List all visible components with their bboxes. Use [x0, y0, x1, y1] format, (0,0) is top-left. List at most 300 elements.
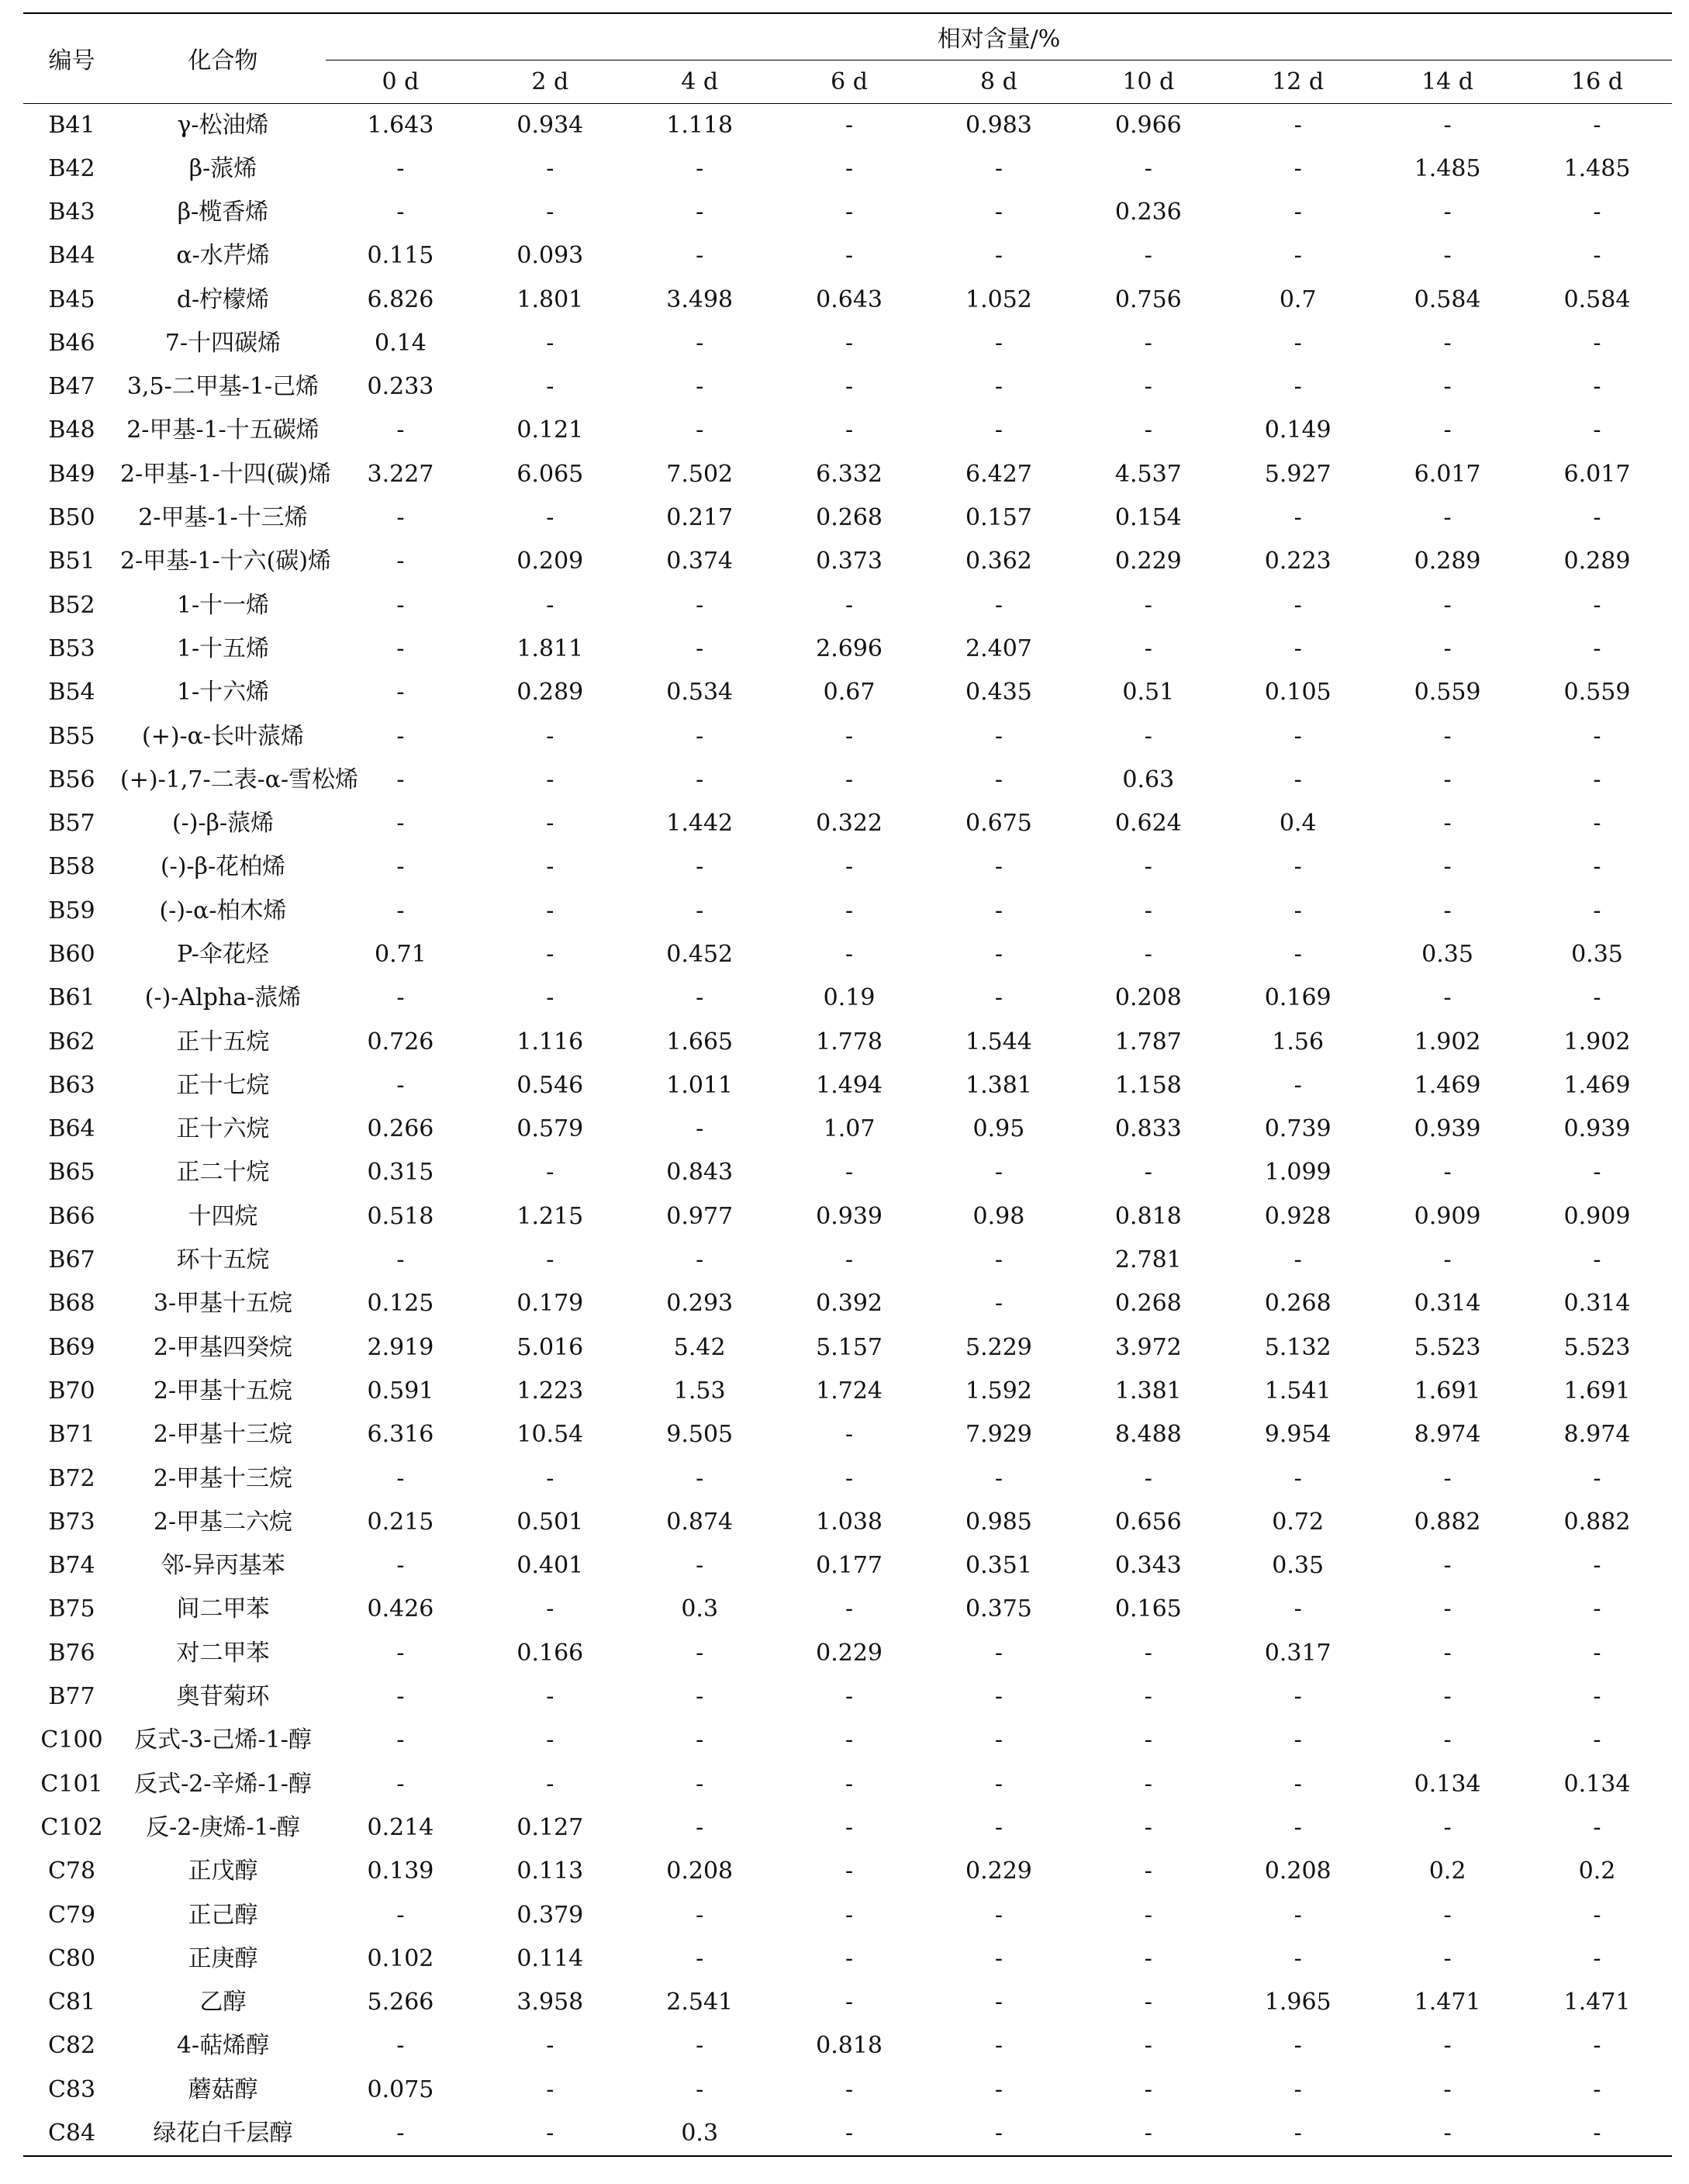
value-cell: 0.739: [1264, 1115, 1332, 1143]
value-cell: -: [696, 1770, 704, 1798]
value-cell: -: [844, 1726, 854, 1754]
value-cell: 5.229: [965, 1333, 1032, 1361]
value-cell: 0.177: [816, 1552, 882, 1580]
compound-id: B65: [48, 1159, 95, 1187]
value-cell: 0.656: [1114, 1508, 1182, 1536]
value-cell: -: [546, 765, 554, 793]
compound-id: B71: [48, 1421, 95, 1449]
header-day: 16 d: [1571, 67, 1623, 95]
header-day: 6 d: [831, 67, 868, 95]
value-cell: 1.965: [1264, 1989, 1332, 2016]
compound-name: 2-甲基四癸烷: [153, 1333, 293, 1361]
value-cell: -: [546, 1683, 554, 1711]
compound-id: B50: [48, 504, 95, 532]
value-cell: -: [396, 1639, 405, 1667]
value-cell: -: [1443, 416, 1452, 444]
value-cell: -: [696, 154, 704, 182]
value-cell: -: [696, 2075, 704, 2103]
value-cell: -: [1144, 2119, 1152, 2147]
value-cell: -: [696, 242, 704, 270]
compound-id: B43: [48, 198, 95, 226]
value-cell: -: [396, 591, 405, 619]
value-cell: 0.71: [375, 940, 427, 968]
compound-id: B59: [48, 897, 95, 924]
value-cell: -: [546, 897, 554, 924]
compound-id: B46: [48, 329, 95, 357]
value-cell: 1.469: [1563, 1071, 1631, 1099]
value-cell: 0.115: [367, 242, 434, 270]
value-cell: 0.4: [1279, 810, 1317, 838]
value-cell: -: [1443, 897, 1452, 924]
header-day: 0 d: [382, 67, 420, 95]
table-row: [23, 496, 1672, 540]
value-cell: 0.229: [965, 1857, 1032, 1885]
value-cell: -: [1443, 634, 1452, 662]
table-row: [23, 540, 1672, 583]
value-cell: -: [1593, 1683, 1601, 1711]
value-cell: -: [994, 416, 1003, 444]
value-cell: -: [1294, 1595, 1302, 1623]
compound-name: 邻-异丙基苯: [161, 1552, 285, 1580]
compound-name: 反-2-庚烯-1-醇: [146, 1813, 300, 1841]
value-cell: 0.72: [1272, 1508, 1325, 1536]
compound-id: C82: [47, 2032, 96, 2060]
value-cell: 10.54: [516, 1421, 584, 1449]
compound-id: B52: [48, 591, 95, 619]
value-cell: 0.579: [516, 1115, 584, 1143]
value-cell: 0.315: [367, 1159, 434, 1187]
value-cell: -: [546, 2119, 554, 2147]
value-cell: -: [1593, 591, 1601, 619]
value-cell: -: [1593, 416, 1601, 444]
compound-id: C100: [40, 1726, 103, 1754]
value-cell: 5.42: [673, 1333, 726, 1361]
value-cell: 0.977: [666, 1202, 734, 1230]
table-row: [23, 845, 1672, 889]
value-cell: 4.537: [1114, 460, 1182, 488]
value-cell: -: [546, 810, 554, 838]
value-cell: -: [696, 1464, 704, 1492]
table-row: [23, 1588, 1672, 1631]
table-row: [23, 453, 1672, 496]
value-cell: -: [1294, 242, 1302, 270]
value-cell: -: [1144, 940, 1152, 968]
value-cell: -: [1593, 1552, 1601, 1580]
header-day: 2 d: [531, 67, 569, 95]
table-row: [23, 278, 1672, 321]
value-cell: 5.266: [367, 1989, 434, 2016]
value-cell: -: [1443, 373, 1452, 401]
value-cell: 0.125: [367, 1290, 434, 1318]
value-cell: -: [696, 1115, 704, 1143]
value-cell: -: [1593, 2032, 1601, 2060]
value-cell: -: [1593, 765, 1601, 793]
value-cell: -: [1593, 329, 1601, 357]
value-cell: 0.209: [516, 548, 584, 575]
value-cell: 1.801: [516, 285, 584, 313]
compound-name: β-榄香烯: [177, 198, 269, 226]
table-row: [23, 1239, 1672, 1282]
value-cell: -: [1593, 1639, 1601, 1667]
value-cell: -: [1144, 853, 1152, 881]
table-row: [23, 1413, 1672, 1457]
value-cell: -: [396, 810, 405, 838]
compound-id: B72: [48, 1464, 95, 1492]
compound-name: 奥苷菊环: [176, 1683, 270, 1711]
value-cell: 0.268: [1264, 1290, 1332, 1318]
value-cell: 0.939: [1563, 1115, 1631, 1143]
value-cell: -: [1593, 111, 1601, 139]
header-day: 8 d: [980, 67, 1017, 95]
table-row: [23, 1762, 1672, 1806]
compound-name: 乙醇: [199, 1989, 247, 2016]
value-cell: -: [994, 1901, 1003, 1929]
value-cell: -: [1294, 2032, 1302, 2060]
value-cell: -: [844, 198, 854, 226]
value-cell: -: [1294, 2119, 1302, 2147]
value-cell: 0.289: [1414, 548, 1481, 575]
compound-name: (+)-1,7-二表-α-雪松烯: [120, 765, 359, 793]
value-cell: 1.592: [965, 1377, 1032, 1405]
value-cell: -: [696, 1639, 704, 1667]
compound-name: 对二甲苯: [176, 1639, 270, 1667]
compound-id: B75: [48, 1595, 95, 1623]
value-cell: -: [844, 1857, 854, 1885]
value-cell: 0.939: [816, 1202, 882, 1230]
value-cell: 1.778: [816, 1028, 882, 1056]
value-cell: 0.208: [666, 1857, 734, 1885]
value-cell: -: [1593, 1726, 1601, 1754]
value-cell: -: [396, 1246, 405, 1274]
value-cell: -: [1593, 1944, 1601, 1972]
compound-id: C84: [47, 2119, 96, 2147]
value-cell: -: [546, 1770, 554, 1798]
compound-name: 正二十烷: [176, 1159, 270, 1187]
table-row: [23, 191, 1672, 234]
value-cell: 0.102: [367, 1944, 434, 1972]
compound-id: B70: [48, 1377, 95, 1405]
compound-name: 正十六烷: [176, 1115, 270, 1143]
table-row: [23, 234, 1672, 278]
value-cell: -: [994, 591, 1003, 619]
value-cell: -: [1144, 591, 1152, 619]
value-cell: 1.442: [666, 810, 734, 838]
value-cell: 1.902: [1563, 1028, 1631, 1056]
value-cell: -: [1443, 1159, 1452, 1187]
value-cell: -: [1443, 1595, 1452, 1623]
value-cell: -: [994, 154, 1003, 182]
value-cell: -: [1294, 1464, 1302, 1492]
value-cell: 0.546: [516, 1071, 584, 1099]
value-cell: 0.435: [965, 679, 1032, 707]
value-cell: -: [1144, 722, 1152, 750]
value-cell: -: [1443, 198, 1452, 226]
value-cell: 0.882: [1563, 1508, 1631, 1536]
value-cell: 1.011: [666, 1071, 734, 1099]
header-relative-content: 相对含量/%: [326, 13, 1672, 60]
value-cell: 2.781: [1114, 1246, 1182, 1274]
value-cell: -: [1294, 1770, 1302, 1798]
value-cell: -: [1144, 1639, 1152, 1667]
value-cell: -: [1443, 1726, 1452, 1754]
value-cell: -: [994, 242, 1003, 270]
value-cell: -: [396, 897, 405, 924]
value-cell: 5.016: [516, 1333, 584, 1361]
value-cell: 8.488: [1114, 1421, 1182, 1449]
value-cell: -: [1443, 2119, 1452, 2147]
table-row: [23, 583, 1672, 627]
value-cell: -: [1593, 897, 1601, 924]
table-row: [23, 1020, 1672, 1063]
table-row: [23, 1282, 1672, 1325]
compound-id: C83: [47, 2075, 96, 2103]
value-cell: 1.099: [1264, 1159, 1332, 1187]
value-cell: 0.624: [1114, 810, 1182, 838]
value-cell: -: [396, 1683, 405, 1711]
compound-id: B56: [48, 765, 95, 793]
value-cell: -: [1144, 897, 1152, 924]
table-row: [23, 1195, 1672, 1239]
value-cell: -: [546, 1595, 554, 1623]
value-cell: 0.559: [1414, 679, 1481, 707]
value-cell: 1.494: [816, 1071, 882, 1099]
value-cell: -: [844, 591, 854, 619]
value-cell: 6.427: [965, 460, 1032, 488]
value-cell: -: [1144, 2075, 1152, 2103]
compound-name: 2-甲基-1-十四(碳)烯: [120, 460, 332, 488]
value-cell: -: [994, 722, 1003, 750]
value-cell: -: [1593, 853, 1601, 881]
table-body: [23, 103, 1672, 2156]
value-cell: -: [1443, 111, 1452, 139]
value-cell: 0.289: [516, 679, 584, 707]
compound-id: B55: [48, 722, 95, 750]
value-cell: -: [396, 984, 405, 1012]
value-cell: 1.485: [1563, 154, 1631, 182]
compound-id: B77: [48, 1683, 95, 1711]
value-cell: 0.121: [516, 416, 584, 444]
table-header: [23, 13, 1672, 103]
value-cell: 6.316: [367, 1421, 434, 1449]
value-cell: -: [396, 416, 405, 444]
value-cell: -: [844, 111, 854, 139]
value-cell: -: [844, 1464, 854, 1492]
value-cell: -: [696, 198, 704, 226]
value-cell: -: [1294, 1726, 1302, 1754]
value-cell: -: [396, 679, 405, 707]
value-cell: 1.902: [1414, 1028, 1481, 1056]
value-cell: -: [1144, 373, 1152, 401]
value-cell: -: [396, 1770, 405, 1798]
value-cell: -: [1294, 634, 1302, 662]
header-day: 12 d: [1272, 67, 1325, 95]
value-cell: 0.591: [367, 1377, 434, 1405]
value-cell: 0.726: [367, 1028, 434, 1056]
value-cell: -: [396, 634, 405, 662]
value-cell: 0.322: [816, 810, 882, 838]
value-cell: -: [1294, 1071, 1302, 1099]
value-cell: 0.928: [1264, 1202, 1332, 1230]
value-cell: -: [546, 373, 554, 401]
compound-name: 反式-2-辛烯-1-醇: [134, 1770, 312, 1798]
value-cell: 9.954: [1264, 1421, 1332, 1449]
value-cell: -: [696, 591, 704, 619]
value-cell: 0.229: [1114, 548, 1182, 575]
compound-name: 7-十四碳烯: [164, 329, 282, 357]
compound-name: 2-甲基十三烷: [153, 1421, 293, 1449]
value-cell: 0.379: [516, 1901, 584, 1929]
value-cell: -: [994, 2032, 1003, 2060]
value-cell: -: [844, 242, 854, 270]
compound-id: B53: [48, 634, 95, 662]
value-cell: -: [994, 1726, 1003, 1754]
value-cell: 1.469: [1414, 1071, 1481, 1099]
value-cell: 0.375: [965, 1595, 1032, 1623]
table-row: [23, 1151, 1672, 1194]
value-cell: -: [844, 329, 854, 357]
value-cell: -: [1593, 242, 1601, 270]
value-cell: 1.052: [965, 285, 1032, 313]
value-cell: 0.19: [823, 984, 876, 1012]
value-cell: 1.471: [1563, 1989, 1631, 2016]
value-cell: 0.3: [681, 2119, 719, 2147]
value-cell: -: [1144, 1683, 1152, 1711]
compound-name: 正十五烷: [176, 1028, 270, 1056]
value-cell: 0.95: [972, 1115, 1025, 1143]
table-row: [23, 1806, 1672, 1850]
value-cell: 8.974: [1414, 1421, 1481, 1449]
value-cell: 0.934: [516, 111, 584, 139]
compound-id: C81: [47, 1989, 96, 2016]
value-cell: 0.317: [1264, 1639, 1332, 1667]
value-cell: -: [1443, 504, 1452, 532]
value-cell: -: [546, 1159, 554, 1187]
value-cell: -: [1593, 1464, 1601, 1492]
value-cell: -: [1294, 2075, 1302, 2103]
value-cell: 1.223: [516, 1377, 584, 1405]
value-cell: 0.208: [1114, 984, 1182, 1012]
value-cell: -: [1294, 1683, 1302, 1711]
value-cell: 0.113: [516, 1857, 584, 1885]
value-cell: 1.038: [816, 1508, 882, 1536]
value-cell: -: [546, 853, 554, 881]
value-cell: -: [1144, 154, 1152, 182]
compound-id: B69: [48, 1333, 95, 1361]
value-cell: 0.501: [516, 1508, 584, 1536]
compound-name: β-蒎烯: [188, 154, 257, 182]
value-cell: 0.154: [1114, 504, 1182, 532]
value-cell: 0.939: [1414, 1115, 1481, 1143]
table-row: [23, 1719, 1672, 1762]
value-cell: -: [1294, 940, 1302, 968]
value-cell: 2.696: [816, 634, 882, 662]
value-cell: -: [396, 1901, 405, 1929]
value-cell: 0.134: [1414, 1770, 1481, 1798]
value-cell: 0.105: [1264, 679, 1332, 707]
value-cell: 0.3: [681, 1595, 719, 1623]
value-cell: -: [1593, 1159, 1601, 1187]
compound-name: 正戊醇: [188, 1857, 258, 1885]
compound-name: 正十七烷: [176, 1071, 270, 1099]
value-cell: -: [546, 329, 554, 357]
value-cell: 0.67: [823, 679, 876, 707]
compound-id: B54: [48, 679, 95, 707]
table-row: [23, 1850, 1672, 1893]
value-cell: -: [546, 1726, 554, 1754]
compound-id: B42: [48, 154, 95, 182]
value-cell: 1.53: [673, 1377, 726, 1405]
value-cell: -: [994, 897, 1003, 924]
value-cell: 1.07: [823, 1115, 876, 1143]
compound-name: (-)-β-花柏烯: [160, 853, 286, 881]
compound-id: B67: [48, 1246, 95, 1274]
value-cell: -: [546, 504, 554, 532]
value-cell: 0.675: [965, 810, 1032, 838]
value-cell: -: [1443, 853, 1452, 881]
value-cell: -: [696, 1683, 704, 1711]
table-row: [23, 714, 1672, 758]
value-cell: -: [844, 940, 854, 968]
value-cell: 5.927: [1264, 460, 1332, 488]
value-cell: 0.392: [816, 1290, 882, 1318]
value-cell: -: [844, 897, 854, 924]
compound-name: (+)-α-长叶蒎烯: [141, 722, 305, 750]
value-cell: -: [696, 1246, 704, 1274]
value-cell: -: [1443, 329, 1452, 357]
value-cell: -: [1443, 591, 1452, 619]
value-cell: 0.426: [367, 1595, 434, 1623]
value-cell: -: [396, 1552, 405, 1580]
value-cell: 1.381: [1114, 1377, 1182, 1405]
value-cell: -: [844, 853, 854, 881]
value-cell: 6.332: [816, 460, 882, 488]
value-cell: -: [1144, 242, 1152, 270]
value-cell: -: [696, 722, 704, 750]
value-cell: 1.158: [1114, 1071, 1182, 1099]
value-cell: 1.811: [516, 634, 584, 662]
value-cell: -: [844, 416, 854, 444]
header-compound: 化合物: [120, 13, 326, 103]
table-row: [23, 1981, 1672, 2024]
value-cell: -: [396, 853, 405, 881]
value-cell: -: [1294, 897, 1302, 924]
table-row: [23, 1675, 1672, 1719]
value-cell: 0.214: [367, 1813, 434, 1841]
value-cell: -: [1294, 373, 1302, 401]
table-row: [23, 759, 1672, 802]
value-cell: 0.139: [367, 1857, 434, 1885]
value-cell: 1.724: [816, 1377, 882, 1405]
table-row: [23, 627, 1672, 671]
value-cell: 0.134: [1563, 1770, 1631, 1798]
value-cell: 5.157: [816, 1333, 882, 1361]
value-cell: 0.559: [1563, 679, 1631, 707]
value-cell: 0.362: [965, 548, 1032, 575]
compound-name: 绿花白千层醇: [153, 2119, 293, 2147]
value-cell: -: [1294, 154, 1302, 182]
value-cell: -: [844, 1246, 854, 1274]
value-cell: -: [1144, 1770, 1152, 1798]
value-cell: -: [546, 2032, 554, 2060]
value-cell: 0.584: [1563, 285, 1631, 313]
value-cell: -: [1443, 242, 1452, 270]
value-cell: -: [1443, 1552, 1452, 1580]
value-cell: 3.227: [367, 460, 434, 488]
value-cell: 0.127: [516, 1813, 584, 1841]
compound-name: d-柠檬烯: [176, 285, 270, 313]
value-cell: -: [844, 2075, 854, 2103]
value-cell: -: [1593, 1901, 1601, 1929]
